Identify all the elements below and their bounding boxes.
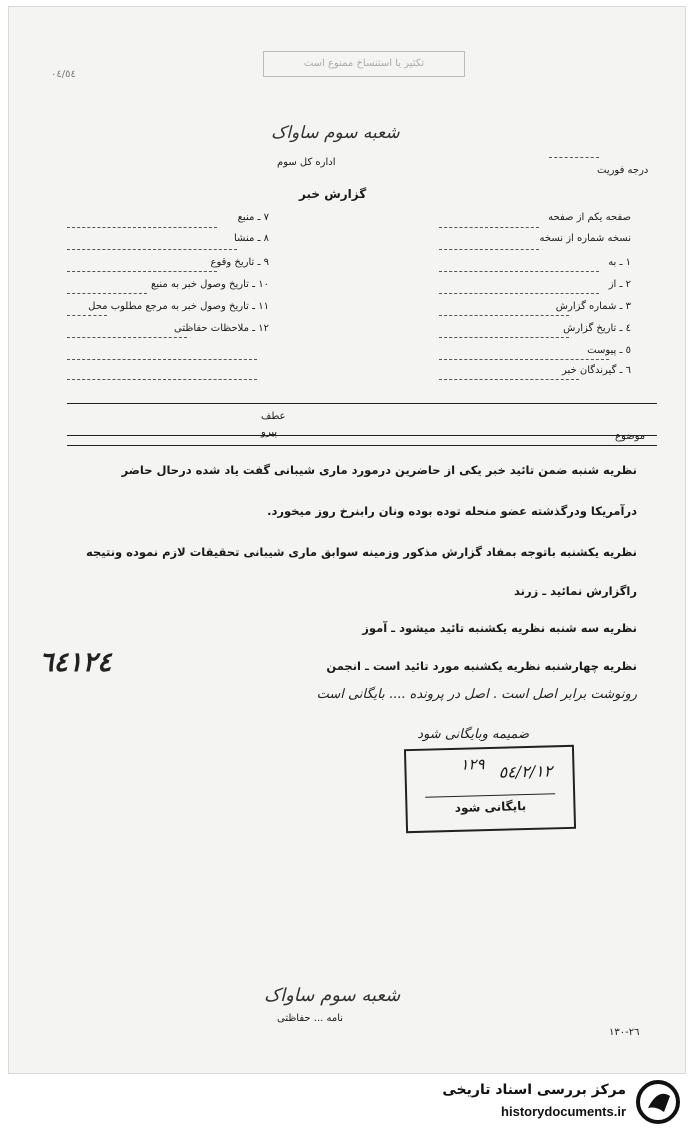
right-field: ٤ ـ تاریخ گزارش — [563, 323, 631, 334]
classification-box: تکثیر یا استنساخ ممنوع است — [263, 51, 465, 77]
followup-label: پیرو — [261, 427, 278, 438]
subject-label: موضوع — [615, 431, 646, 442]
watermark-title: مرکز بررسی اسناد تاریخی — [442, 1082, 626, 1098]
urgency-label: درجه فوریت — [597, 165, 649, 176]
right-field: صفحه یکم از صفحه — [548, 212, 631, 223]
archive-stamp — [404, 745, 576, 833]
right-field: ١ ـ به — [608, 257, 631, 268]
form-code: ٢٦-١٣٠ — [609, 1027, 640, 1038]
right-field: نسخه شماره از نسخه — [539, 233, 631, 244]
stamp-number: ١٢٩ — [460, 755, 485, 774]
document-title: گزارش خبر — [299, 187, 367, 201]
right-field: ٣ ـ شماره گزارش — [555, 301, 631, 312]
handwritten-signature: ضمیمه وبایگانی شود — [417, 727, 529, 742]
right-field: ٥ ـ پیوست — [587, 345, 631, 356]
handwritten-number: ٦٤١٢٤ — [39, 647, 112, 678]
handwritten-department: شعبه سوم ساواک — [271, 123, 400, 143]
body-line: درآمریکا ودرگذشته عضو منحله توده بوده ونان رابنرخ روز میخورد. — [267, 504, 637, 518]
right-field: ٦ ـ گیرندگان خبر — [561, 365, 631, 376]
handwritten-note: رونوشت برابر اصل است . اصل در پرونده .... بایگانی است — [316, 687, 637, 702]
stamp-date: ٥٤/٢/١٢ — [498, 761, 553, 782]
body-line: نظریه یکشنبه باتوجه بمفاد گزارش مذکور وزمینه سوابق ماری شیبانی تحقیقات لازم نموده ونتیجه — [86, 545, 637, 559]
body-line: نظریه چهارشنبه نظریه یکشنبه مورد تائید است ـ انجمن — [326, 659, 637, 673]
top-left-note: ٠٤/٥٤ — [51, 69, 76, 80]
department-line: اداره کل سوم — [277, 157, 336, 168]
left-field: ٩ ـ تاریخ وقوع — [210, 257, 269, 268]
watermark-footer — [0, 1074, 700, 1130]
stamp-label: بایگانی شود — [425, 793, 555, 815]
left-field: ١١ ـ تاریخ وصول خبر به مرجع مطلوب محل — [88, 301, 269, 312]
body-line: نظریه شنبه ضمن تائید خبر یکی از حاضرین درمورد ماری شیبانی گفت یاد شده درحال حاضر — [121, 463, 637, 477]
left-field: ١٠ ـ تاریخ وصول خبر به منبع — [151, 279, 269, 290]
left-field: ٨ ـ منشا — [233, 233, 269, 244]
bottom-signature: شعبه سوم ساواک — [264, 985, 401, 1006]
left-field: ٧ ـ منبع — [237, 212, 269, 223]
document-page — [8, 6, 686, 1074]
reference-label: عطف — [261, 411, 286, 422]
bottom-caption: نامه ... حفاظتی — [277, 1013, 344, 1024]
watermark-url: historydocuments.ir — [501, 1104, 626, 1119]
body-line: راگزارش نمائید ـ زرند — [514, 584, 637, 598]
archive-logo-icon — [634, 1078, 682, 1126]
left-field: ١٢ ـ ملاحظات حفاظتی — [174, 323, 269, 334]
body-line: نظریه سه شنبه نظریه یکشنبه تائید میشود ـ آموز — [362, 621, 637, 635]
right-field: ٢ ـ از — [608, 279, 631, 290]
